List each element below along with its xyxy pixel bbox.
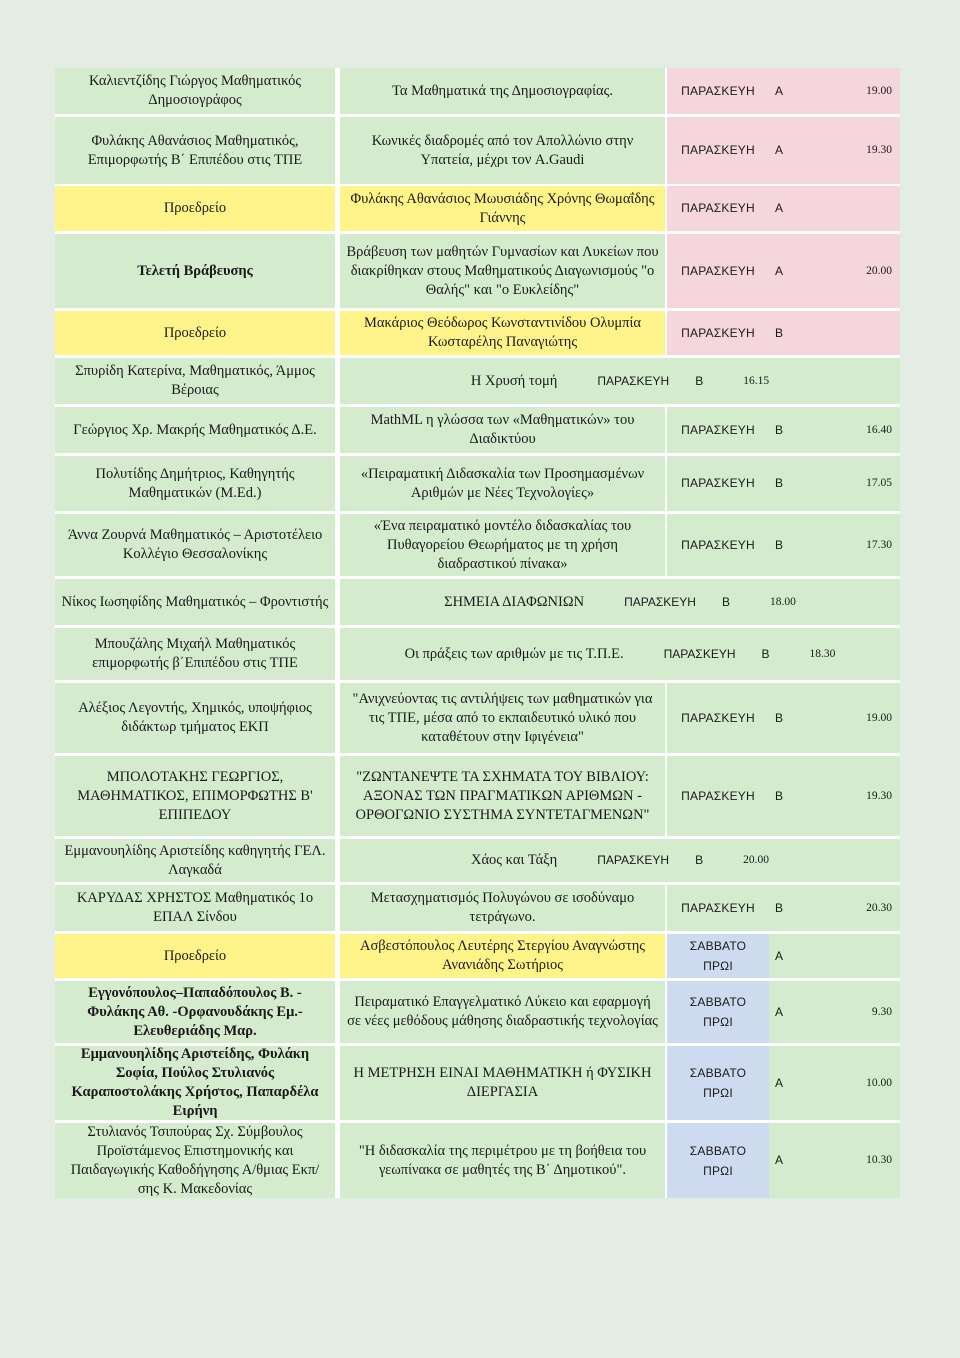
chair-cell: Προεδρείο <box>55 311 335 355</box>
table-row <box>55 628 900 680</box>
table-row <box>55 186 900 231</box>
table-row <box>55 1046 900 1120</box>
speaker-cell: Γεώργιος Χρ. Μακρής Μαθηματικός Δ.Ε. <box>55 407 335 453</box>
session-cell: Α <box>769 117 789 184</box>
table-row <box>55 456 900 511</box>
time-cell: 10.00 <box>789 1046 900 1120</box>
day-cell: ΠΑΡΑΣΚΕΥΗ <box>667 311 769 355</box>
speaker-cell: ΚΑΡΥΔΑΣ ΧΡΗΣΤΟΣ Μαθηματικός 1ο ΕΠΑΛ Σίνδου <box>55 885 335 931</box>
table-row <box>55 68 900 114</box>
speaker-cell: Νίκος Ιωσηφίδης Μαθηματικός – Φροντιστής <box>55 579 335 625</box>
talk-title: Η Χρυσή τομή <box>470 372 558 389</box>
session-cell: Β <box>769 407 789 453</box>
talk-title: ΣΗΜΕΙΑ ΔΙΑΦΩΝΙΩΝ <box>444 593 585 610</box>
speaker-cell: Στυλιανός Τσιπούρας Σχ. Σύμβουλος Προϊστάμενος Επιστημονικής και Παιδαγωγικής Καθοδήγησης Α/θμιας Εκπ/σης Κ. Μακεδονίας <box>55 1123 335 1198</box>
day-label: ΠΑΡΑΣΚΕΥΗ <box>624 594 696 609</box>
session-cell: Β <box>769 311 789 355</box>
time-cell: 10.30 <box>789 1123 900 1198</box>
session-cell: Α <box>769 234 789 308</box>
chair-cell: Προεδρείο <box>55 934 335 978</box>
time-cell: 16.40 <box>789 407 900 453</box>
table-row <box>55 117 900 184</box>
speaker-cell <box>55 234 335 308</box>
table-row <box>55 234 900 308</box>
table-row <box>55 311 900 355</box>
time-cell: 20.30 <box>789 885 900 931</box>
time-cell: 19.00 <box>789 68 900 114</box>
speaker-cell: Καλιεντζίδης Γιώργος Μαθηματικός Δημοσιογράφος <box>55 68 335 114</box>
session-cell: Α <box>769 934 789 978</box>
day-cell: ΠΑΡΑΣΚΕΥΗ <box>667 117 769 184</box>
speaker-cell: Φυλάκης Αθανάσιος Μαθηματικός, Επιμορφωτής Β΄ Επιπέδου στις ΤΠΕ <box>55 117 335 184</box>
session-label: Β <box>695 853 704 867</box>
title-cell: Πειραματικό Επαγγελματικό Λύκειο και εφαρμογή σε νέες μεθόδους μάθησης διαδραστικής τεχνολογίας <box>340 981 665 1043</box>
table-row <box>55 407 900 453</box>
title-cell: "Η διδασκαλία της περιμέτρου με τη βοήθεια του γεωπίνακα σε μαθητές της Β΄ Δημοτικού". <box>340 1123 665 1198</box>
day-cell: ΠΑΡΑΣΚΕΥΗ <box>667 514 769 576</box>
session-cell: Α <box>769 981 789 1043</box>
title-cell <box>340 579 900 625</box>
day-cell: ΠΑΡΑΣΚΕΥΗ <box>667 756 769 836</box>
time-label: 20.00 <box>743 854 769 866</box>
title-cell: Κωνικές διαδρομές από τον Απολλώνιο στην Υπατεία, μέχρι τον A.Gaudi <box>340 117 665 184</box>
ceremony-label: Τελετή Βράβευσης <box>137 262 253 279</box>
title-cell: Τα Μαθηματικά της Δημοσιογραφίας. <box>340 68 665 114</box>
session-cell: Β <box>769 683 789 753</box>
day-label: ΠΑΡΑΣΚΕΥΗ <box>597 373 670 388</box>
title-cell <box>340 628 900 680</box>
speaker-cell: Πολυτίδης Δημήτριος, Καθηγητής Μαθηματικών (M.Ed.) <box>55 456 335 511</box>
talk-title: Οι πράξεις των αριθμών με τις Τ.Π.Ε. <box>404 645 624 662</box>
talk-title: Χάος και Τάξη <box>470 852 558 868</box>
day-cell <box>667 981 769 1043</box>
title-cell: MathML η γλώσσα των «Μαθηματικών» του Διαδικτύου <box>340 407 665 453</box>
speaker-cell: Άννα Ζουρνά Μαθηματικός – Αριστοτέλειο Κολλέγιο Θεσσαλονίκης <box>55 514 335 576</box>
day-cell: ΠΑΡΑΣΚΕΥΗ <box>667 234 769 308</box>
title-cell: Μακάριος Θεόδωρος Κωνσταντινίδου Ολυμπία Κωσταρέλης Παναγιώτης <box>340 311 665 355</box>
title-cell: "Ανιχνεύοντας τις αντιλήψεις των μαθηματικών για τις ΤΠΕ, μέσα από το εκπαιδευτικό υλικό που καταθέτουν στην Ιφιγένεια" <box>340 683 665 753</box>
time-cell: 19.30 <box>789 756 900 836</box>
session-cell: Β <box>769 885 789 931</box>
chair-cell: Προεδρείο <box>55 186 335 231</box>
day-cell: ΠΑΡΑΣΚΕΥΗ <box>667 456 769 511</box>
time-label: 18.30 <box>809 647 836 660</box>
title-cell <box>340 358 900 404</box>
speaker-name: Εγγονόπουλος–Παπαδόπουλος Β. - Φυλάκης Αθ. -Ορφανουδάκης Εμ.- Ελευθεριάδης Μαρ. <box>87 984 303 1039</box>
day-cell: ΠΑΡΑΣΚΕΥΗ <box>667 68 769 114</box>
time-cell: 19.30 <box>789 117 900 184</box>
session-label: Β <box>761 646 770 661</box>
speaker-cell: Αλέξιος Λεγοντής, Χημικός, υποψήφιος διδάκτωρ τμήματος ΕΚΠ <box>55 683 335 753</box>
session-cell: Α <box>769 1123 789 1198</box>
table-row <box>55 885 900 931</box>
time-cell: 17.30 <box>789 514 900 576</box>
session-cell: Β <box>769 456 789 511</box>
time-cell <box>789 934 900 978</box>
title-cell: "ΖΩΝΤΑΝΕΨΤΕ ΤΑ ΣΧΗΜΑΤΑ ΤΟΥ ΒΙΒΛΙΟΥ: ΑΞΟΝΑΣ ΤΩΝ ΠΡΑΓΜΑΤΙΚΩΝ ΑΡΙΘΜΩΝ - ΟΡΘΟΓΩΝΙΟ ΣΥΣΤΗΜΑ ΣΥΝΤΕΤΑΓΜΕΝΩΝ" <box>340 756 665 836</box>
title-cell <box>340 839 900 882</box>
table-row <box>55 579 900 625</box>
day-label: ΣΑΒΒΑΤΟ ΠΡΩΙ <box>689 1066 747 1100</box>
time-cell: 17.05 <box>789 456 900 511</box>
day-label: ΠΑΡΑΣΚΕΥΗ <box>597 853 670 867</box>
table-row <box>55 839 900 882</box>
day-label: ΣΑΒΒΑΤΟ ΠΡΩΙ <box>689 995 747 1029</box>
session-label: Β <box>721 594 730 609</box>
speaker-name: Εμμανουηλίδης Αριστείδης, Φυλάκη Σοφία, Πούλος Στυλιανός Καραποστολάκης Χρήστος, Παπαρδέλα Ειρήνη <box>71 1046 319 1119</box>
time-cell <box>789 186 900 231</box>
table-row <box>55 934 900 978</box>
title-cell: Η ΜΕΤΡΗΣΗ ΕΙΝΑΙ ΜΑΘΗΜΑΤΙΚΗ ή ΦΥΣΙΚΗ ΔΙΕΡΓΑΣΙΑ <box>340 1046 665 1120</box>
table-row <box>55 683 900 753</box>
speaker-cell <box>55 1046 335 1120</box>
title-cell: Μετασχηματισμός Πολυγώνου σε ισοδύναμο τετράγωνο. <box>340 885 665 931</box>
table-row <box>55 981 900 1043</box>
day-cell: ΠΑΡΑΣΚΕΥΗ <box>667 186 769 231</box>
day-cell <box>667 934 769 978</box>
session-cell: Α <box>769 1046 789 1120</box>
title-cell: Ασβεστόπουλος Λευτέρης Στεργίου Αναγνώστης Ανανιάδης Σωτήριος <box>340 934 665 978</box>
session-cell: Β <box>769 514 789 576</box>
time-cell: 9.30 <box>789 981 900 1043</box>
title-cell: «Ένα πειραματικό μοντέλο διδασκαλίας του Πυθαγορείου Θεωρήματος με τη χρήση διαδραστικού πίνακα» <box>340 514 665 576</box>
schedule-table <box>55 68 900 1198</box>
session-cell: Α <box>769 68 789 114</box>
time-label: 16.15 <box>743 374 770 387</box>
speaker-cell: ΜΠΟΛΟΤΑΚΗΣ ΓΕΩΡΓΙΟΣ, ΜΑΘΗΜΑΤΙΚΟΣ, ΕΠΙΜΟΡΦΩΤΗΣ Β' ΕΠΙΠΕΔΟΥ <box>55 756 335 836</box>
title-cell: Φυλάκης Αθανάσιος Μωυσιάδης Χρόνης Θωμαΐδης Γιάννης <box>340 186 665 231</box>
day-cell: ΠΑΡΑΣΚΕΥΗ <box>667 407 769 453</box>
time-cell <box>789 311 900 355</box>
day-cell <box>667 1046 769 1120</box>
day-label: ΣΑΒΒΑΤΟ ΠΡΩΙ <box>689 1143 747 1178</box>
table-row <box>55 514 900 576</box>
speaker-cell: Μπουζάλης Μιχαήλ Μαθηματικός επιμορφωτής β΄Επιπέδου στις ΤΠΕ <box>55 628 335 680</box>
day-cell <box>667 1123 769 1198</box>
table-row <box>55 1123 900 1198</box>
speaker-cell <box>55 981 335 1043</box>
day-label: ΠΑΡΑΣΚΕΥΗ <box>663 646 736 661</box>
time-cell: 19.00 <box>789 683 900 753</box>
speaker-cell: Εμμανουηλίδης Αριστείδης καθηγητής ΓΕΛ. Λαγκαδά <box>55 839 335 882</box>
table-row <box>55 358 900 404</box>
day-label: ΣΑΒΒΑΤΟ ΠΡΩΙ <box>689 939 747 973</box>
time-cell: 20.00 <box>789 234 900 308</box>
speaker-cell: Σπυρίδη Κατερίνα, Μαθηματικός, Άμμος Βέροιας <box>55 358 335 404</box>
table-row <box>55 756 900 836</box>
day-cell: ΠΑΡΑΣΚΕΥΗ <box>667 885 769 931</box>
session-cell: Α <box>769 186 789 231</box>
day-cell: ΠΑΡΑΣΚΕΥΗ <box>667 683 769 753</box>
title-cell: «Πειραματική Διδασκαλία των Προσημασμένων Αριθμών με Νέες Τεχνολογίες» <box>340 456 665 511</box>
session-cell: Β <box>769 756 789 836</box>
session-label: Β <box>695 373 704 388</box>
time-label: 18.00 <box>769 595 796 608</box>
title-cell: Βράβευση των μαθητών Γυμνασίων και Λυκείων που διακρίθηκαν στους Μαθηματικούς Διαγωνισμούς "ο Θαλής" και "ο Ευκλείδης" <box>340 234 665 308</box>
